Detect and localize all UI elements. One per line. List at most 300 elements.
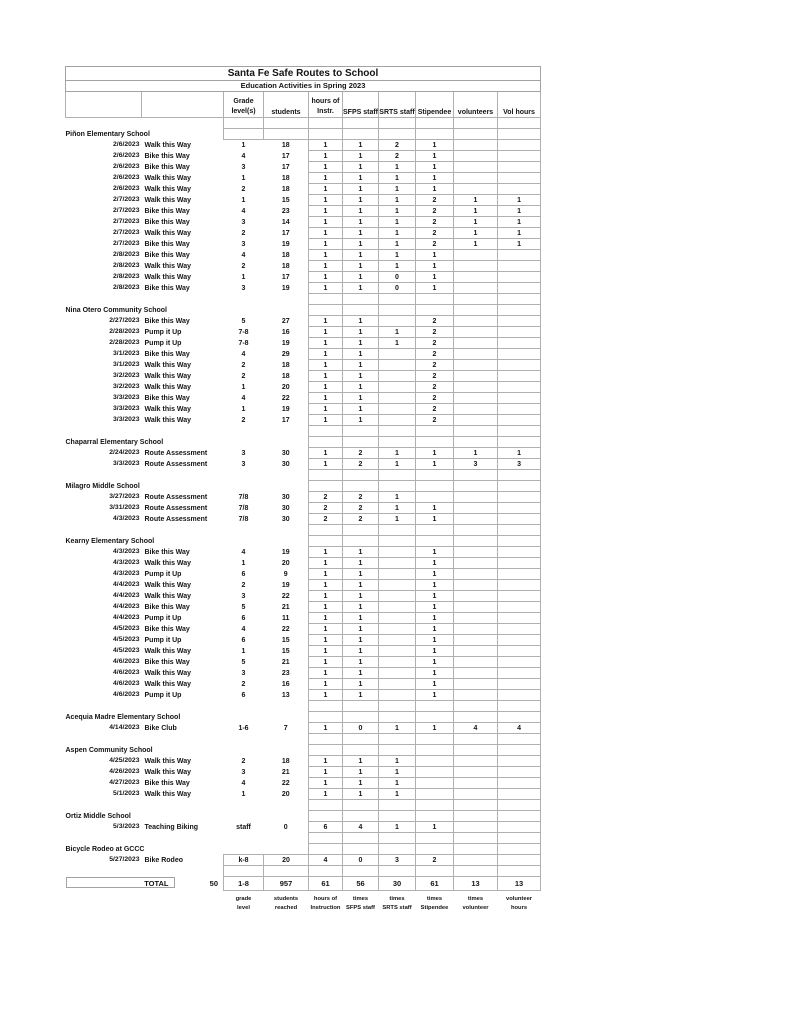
value-cell — [454, 602, 498, 613]
empty-value-cell — [454, 811, 498, 822]
activity-cell: Walk this Way — [144, 196, 192, 204]
activity-cell: Walk this Way — [144, 273, 192, 281]
students-cell: 21 — [281, 768, 290, 776]
value-cell: 1 — [379, 756, 416, 767]
value-cell: 1 — [416, 679, 454, 690]
value-cell: 1 — [309, 217, 343, 228]
empty-value-cell — [379, 525, 416, 536]
students-cell: 20 — [281, 790, 290, 798]
students-cell: 18 — [281, 174, 290, 182]
value-cell: 1 — [343, 140, 379, 151]
value-cell — [498, 272, 541, 283]
students-cell: 19 — [281, 548, 290, 556]
empty-value-cell — [416, 844, 454, 855]
value-cell: 2 — [416, 393, 454, 404]
value-cell — [498, 382, 541, 393]
value-cell: 1 — [416, 184, 454, 195]
value-cell: 1 — [309, 338, 343, 349]
value-cell: 1 — [379, 162, 416, 173]
value-cell: 1 — [343, 657, 379, 668]
empty-value-cell — [454, 712, 498, 723]
value-cell — [498, 657, 541, 668]
activity-cell: Walk this Way — [144, 262, 192, 270]
empty-value-cell — [309, 734, 343, 745]
grade-cell: 6 — [241, 636, 246, 644]
value-cell: 1 — [343, 591, 379, 602]
value-cell: 1 — [309, 789, 343, 800]
value-cell: 2 — [416, 316, 454, 327]
activity-row — [66, 195, 541, 206]
value-cell — [454, 756, 498, 767]
value-cell: 1 — [309, 206, 343, 217]
value-cell — [379, 393, 416, 404]
value-cell — [498, 162, 541, 173]
date-cell: 2/6/2023 — [113, 184, 140, 192]
empty-value-cell — [416, 294, 454, 305]
school-heading-row — [66, 481, 541, 492]
subtitle-row — [66, 81, 541, 92]
footnote-line: SRTS staff — [382, 905, 412, 912]
footnote-line: students — [273, 896, 299, 902]
activity-cell: Bike this Way — [144, 603, 190, 611]
value-cell: 1 — [379, 789, 416, 800]
value-cell: 1 — [343, 778, 379, 789]
value-cell: 1 — [379, 173, 416, 184]
value-cell — [498, 756, 541, 767]
empty-cell — [142, 833, 224, 844]
date-cell: 4/3/2023 — [113, 547, 140, 555]
activity-cell: Walk this Way — [144, 416, 192, 424]
value-cell: 1 — [379, 723, 416, 734]
activity-cell: Walk this Way — [144, 372, 192, 380]
value-cell — [498, 547, 541, 558]
value-cell: 1 — [309, 624, 343, 635]
activity-cell: Route Assessment — [144, 515, 208, 523]
students-cell: 19 — [281, 581, 290, 589]
value-cell: 1 — [379, 195, 416, 206]
school-heading-row — [66, 745, 541, 756]
empty-grade-cell — [224, 536, 264, 547]
value-cell — [498, 283, 541, 294]
date-cell: 3/3/2023 — [113, 459, 140, 467]
empty-value-cell — [454, 800, 498, 811]
footnote-line: Instruction — [310, 905, 341, 912]
value-cell: 1 — [416, 646, 454, 657]
value-cell: 1 — [379, 459, 416, 470]
empty-value-cell — [416, 525, 454, 536]
grade-cell: 6 — [241, 614, 246, 622]
empty-grade-cell — [224, 833, 264, 844]
grade-cell: staff — [236, 823, 251, 831]
students-cell: 19 — [281, 405, 290, 413]
date-cell: 2/6/2023 — [113, 151, 140, 159]
value-cell — [454, 635, 498, 646]
grade-cell: 7/8 — [238, 515, 249, 523]
date-cell: 3/2/2023 — [113, 371, 140, 379]
column-header-volunteers: volunteers — [454, 92, 498, 118]
value-cell: 1 — [309, 415, 343, 426]
activity-row — [66, 239, 541, 250]
value-cell: 2 — [416, 404, 454, 415]
grade-cell: 2 — [241, 262, 246, 270]
column-header-hours — [309, 92, 343, 118]
activity-row — [66, 547, 541, 558]
empty-value-cell — [379, 712, 416, 723]
activity-row — [66, 459, 541, 470]
empty-value-cell — [498, 118, 541, 129]
footnote-label — [343, 891, 379, 922]
empty-value-cell — [416, 800, 454, 811]
value-cell — [454, 261, 498, 272]
date-cell: 2/8/2023 — [113, 261, 140, 269]
value-cell: 1 — [416, 459, 454, 470]
value-cell: 0 — [343, 723, 379, 734]
value-cell: 1 — [309, 558, 343, 569]
total-label-area — [66, 877, 224, 891]
value-cell: 1 — [379, 503, 416, 514]
value-cell: 1 — [309, 283, 343, 294]
value-cell — [454, 349, 498, 360]
value-cell — [454, 855, 498, 866]
empty-value-cell — [498, 734, 541, 745]
value-cell — [498, 624, 541, 635]
activity-cell: Walk this Way — [144, 647, 192, 655]
activity-cell: Bike this Way — [144, 284, 190, 292]
value-cell: 1 — [343, 272, 379, 283]
value-cell: 1 — [416, 591, 454, 602]
value-cell — [416, 756, 454, 767]
value-cell — [454, 558, 498, 569]
empty-cell — [142, 800, 224, 811]
activity-cell: Bike Rodeo — [144, 856, 184, 864]
value-cell: 1 — [343, 756, 379, 767]
activity-cell: Pump it Up — [144, 328, 182, 336]
date-cell: 2/28/2023 — [109, 327, 140, 335]
header-hours-line1: hours of — [311, 98, 340, 106]
school-name: Ortiz Middle School — [65, 812, 131, 820]
students-cell: 18 — [281, 251, 290, 259]
empty-value-cell — [343, 833, 379, 844]
value-cell — [379, 668, 416, 679]
activity-cell: Walk this Way — [144, 383, 192, 391]
empty-students-cell — [264, 437, 309, 448]
value-cell — [498, 646, 541, 657]
activity-cell: Walk this Way — [144, 790, 192, 798]
empty-value-cell — [309, 701, 343, 712]
empty-grade-cell — [224, 294, 264, 305]
value-cell: 1 — [498, 206, 541, 217]
value-cell — [498, 679, 541, 690]
empty-value-cell — [454, 470, 498, 481]
empty-students-cell — [264, 536, 309, 547]
students-cell: 18 — [281, 757, 290, 765]
activity-cell: Bike this Way — [144, 350, 190, 358]
date-cell: 4/4/2023 — [113, 602, 140, 610]
value-cell: 4 — [343, 822, 379, 833]
activity-row — [66, 679, 541, 690]
grade-cell: 1 — [241, 141, 246, 149]
value-cell: 1 — [309, 646, 343, 657]
spacer-row — [66, 470, 541, 481]
empty-value-cell — [379, 866, 416, 877]
empty-cell — [142, 426, 224, 437]
value-cell — [454, 514, 498, 525]
footnote-line: volunteer — [505, 896, 533, 902]
total-row — [66, 877, 541, 891]
students-cell: 18 — [281, 361, 290, 369]
value-cell: 1 — [454, 206, 498, 217]
grade-cell: 4 — [241, 779, 246, 787]
grade-cell: 2 — [241, 361, 246, 369]
empty-value-cell — [343, 437, 379, 448]
value-cell — [454, 162, 498, 173]
empty-value-cell — [379, 294, 416, 305]
footnote-label — [454, 891, 498, 922]
value-cell — [498, 338, 541, 349]
date-cell: 4/5/2023 — [113, 635, 140, 643]
value-cell: 1 — [416, 635, 454, 646]
value-cell: 2 — [309, 503, 343, 514]
value-cell — [454, 173, 498, 184]
spreadsheet-sheet — [65, 66, 540, 921]
grade-cell: 2 — [241, 680, 246, 688]
date-cell: 2/7/2023 — [113, 217, 140, 225]
value-cell — [379, 646, 416, 657]
empty-value-cell — [454, 833, 498, 844]
activity-cell: Walk this Way — [144, 768, 192, 776]
empty-value-cell — [309, 844, 343, 855]
empty-value-cell — [343, 129, 379, 140]
grade-cell: 1 — [241, 790, 246, 798]
value-cell — [454, 789, 498, 800]
value-cell: 1 — [309, 679, 343, 690]
students-cell: 17 — [281, 273, 290, 281]
value-cell — [498, 855, 541, 866]
activity-row — [66, 272, 541, 283]
value-cell — [454, 580, 498, 591]
value-cell: 1 — [309, 173, 343, 184]
activity-cell: Bike this Way — [144, 152, 190, 160]
activity-row — [66, 173, 541, 184]
grade-cell: 3 — [241, 669, 246, 677]
activity-cell: Bike this Way — [144, 394, 190, 402]
value-cell — [454, 404, 498, 415]
date-cell: 3/2/2023 — [113, 382, 140, 390]
value-cell: 1 — [343, 151, 379, 162]
students-cell: 20 — [281, 559, 290, 567]
value-cell — [454, 591, 498, 602]
value-cell — [379, 602, 416, 613]
empty-students-cell — [264, 525, 309, 536]
empty-value-cell — [454, 844, 498, 855]
empty-value-cell — [379, 437, 416, 448]
table-body — [66, 118, 541, 922]
value-cell: 1 — [343, 613, 379, 624]
value-cell: 1 — [379, 822, 416, 833]
date-cell: 2/8/2023 — [113, 272, 140, 280]
empty-value-cell — [498, 426, 541, 437]
value-cell — [379, 558, 416, 569]
footnote-label — [416, 891, 454, 922]
school-heading-row — [66, 811, 541, 822]
value-cell: 1 — [309, 162, 343, 173]
date-cell: 5/1/2023 — [113, 789, 140, 797]
grade-cell: 4 — [241, 350, 246, 358]
total-value-cell: 61 — [416, 877, 454, 891]
date-cell: 3/1/2023 — [113, 349, 140, 357]
column-header-row — [66, 92, 541, 118]
value-cell: 1 — [343, 580, 379, 591]
activity-row — [66, 591, 541, 602]
activity-row — [66, 338, 541, 349]
empty-cell — [66, 734, 142, 745]
grade-cell: 5 — [241, 658, 246, 666]
value-cell — [454, 415, 498, 426]
empty-cell — [66, 701, 142, 712]
date-cell: 5/27/2023 — [109, 855, 140, 863]
value-cell: 1 — [416, 261, 454, 272]
empty-value-cell — [309, 437, 343, 448]
value-cell: 1 — [343, 646, 379, 657]
total-label-wrap — [66, 877, 224, 890]
footnote-line: level — [237, 905, 250, 912]
value-cell: 1 — [343, 338, 379, 349]
value-cell — [498, 668, 541, 679]
empty-value-cell — [309, 305, 343, 316]
activity-cell: Bike this Way — [144, 317, 190, 325]
empty-value-cell — [416, 536, 454, 547]
value-cell — [454, 151, 498, 162]
empty-value-cell — [498, 800, 541, 811]
school-name: Milagro Middle School — [65, 482, 140, 490]
grade-cell: 2 — [241, 229, 246, 237]
empty-value-cell — [454, 437, 498, 448]
value-cell: 1 — [309, 349, 343, 360]
total-label: TOTAL — [66, 877, 175, 888]
value-cell: 1 — [309, 723, 343, 734]
value-cell — [379, 624, 416, 635]
value-cell — [498, 349, 541, 360]
value-cell — [498, 140, 541, 151]
spacer-row — [66, 118, 541, 129]
school-name: Nina Otero Community School — [65, 306, 168, 314]
activity-cell: Bike this Way — [144, 240, 190, 248]
students-cell: 23 — [281, 669, 290, 677]
activity-row — [66, 283, 541, 294]
empty-value-cell — [416, 305, 454, 316]
activity-row — [66, 690, 541, 701]
value-cell — [454, 184, 498, 195]
value-cell — [498, 492, 541, 503]
empty-value-cell — [309, 745, 343, 756]
value-cell — [498, 558, 541, 569]
grade-cell: 4 — [241, 394, 246, 402]
value-cell — [454, 492, 498, 503]
empty-value-cell — [309, 294, 343, 305]
value-cell: 1 — [309, 184, 343, 195]
value-cell — [498, 316, 541, 327]
value-cell: 2 — [416, 206, 454, 217]
value-cell: 1 — [379, 228, 416, 239]
date-cell: 4/4/2023 — [113, 580, 140, 588]
activity-cell: Walk this Way — [144, 229, 192, 237]
value-cell: 1 — [498, 195, 541, 206]
empty-value-cell — [309, 426, 343, 437]
students-cell: 0 — [283, 823, 288, 831]
value-cell — [498, 327, 541, 338]
footnote-line: hours — [510, 905, 528, 912]
students-cell: 17 — [281, 416, 290, 424]
empty-value-cell — [416, 866, 454, 877]
value-cell — [498, 151, 541, 162]
total-event-count: 50 — [209, 879, 218, 888]
value-cell: 1 — [454, 217, 498, 228]
empty-value-cell — [416, 437, 454, 448]
date-cell: 3/3/2023 — [113, 415, 140, 423]
empty-value-cell — [379, 701, 416, 712]
value-cell — [498, 767, 541, 778]
value-cell: 1 — [309, 239, 343, 250]
empty-value-cell — [454, 294, 498, 305]
activity-row — [66, 514, 541, 525]
students-cell: 18 — [281, 262, 290, 270]
empty-value-cell — [343, 525, 379, 536]
value-cell — [379, 404, 416, 415]
empty-value-cell — [309, 118, 343, 129]
title-row — [66, 67, 541, 81]
activity-row — [66, 162, 541, 173]
total-value-cell: 61 — [309, 877, 343, 891]
value-cell: 1 — [343, 250, 379, 261]
value-cell: 1 — [343, 393, 379, 404]
school-heading-row — [66, 437, 541, 448]
students-cell: 21 — [281, 603, 290, 611]
empty-value-cell — [379, 844, 416, 855]
value-cell: 1 — [309, 140, 343, 151]
empty-value-cell — [454, 129, 498, 140]
footnote-line: Stipendee — [420, 905, 449, 912]
activity-row — [66, 217, 541, 228]
empty-value-cell — [309, 481, 343, 492]
value-cell: 2 — [309, 514, 343, 525]
grade-cell: 7/8 — [238, 493, 249, 501]
activity-row — [66, 360, 541, 371]
value-cell: 1 — [343, 261, 379, 272]
value-cell: 1 — [416, 657, 454, 668]
school-name: Bicycle Rodeo at GCCC — [65, 845, 145, 853]
value-cell: 1 — [309, 569, 343, 580]
activity-cell: Walk this Way — [144, 405, 192, 413]
spacer-row — [66, 701, 541, 712]
date-cell: 3/3/2023 — [113, 404, 140, 412]
value-cell: 1 — [309, 668, 343, 679]
empty-value-cell — [498, 866, 541, 877]
value-cell: 1 — [343, 602, 379, 613]
grade-cell: 2 — [241, 581, 246, 589]
activity-cell: Bike this Way — [144, 779, 190, 787]
value-cell: 1 — [379, 492, 416, 503]
value-cell: 4 — [454, 723, 498, 734]
value-cell: 1 — [454, 228, 498, 239]
empty-value-cell — [379, 481, 416, 492]
activity-cell: Route Assessment — [144, 504, 208, 512]
value-cell: 4 — [498, 723, 541, 734]
value-cell — [498, 635, 541, 646]
value-cell: 1 — [416, 173, 454, 184]
value-cell: 1 — [309, 151, 343, 162]
empty-value-cell — [309, 712, 343, 723]
school-name: Kearny Elementary School — [65, 537, 155, 545]
